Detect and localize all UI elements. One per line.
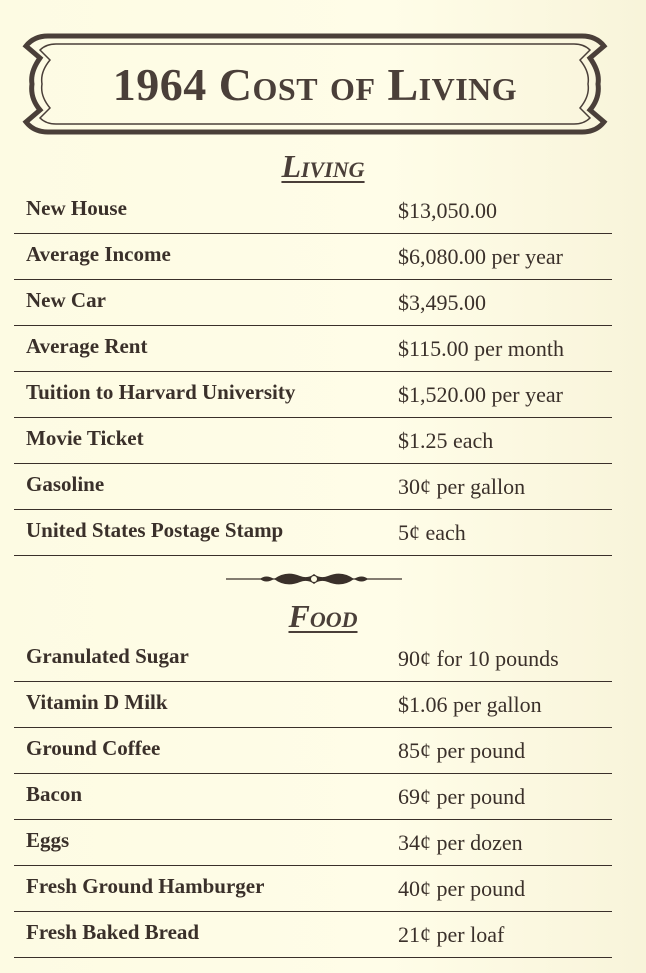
table-row	[14, 774, 612, 820]
item-name: Vitamin D Milk	[26, 690, 168, 714]
item-price: 30¢ per gallon	[398, 474, 526, 499]
item-name: Fresh Ground Hamburger	[26, 874, 265, 898]
item-price: $1.25 each	[398, 428, 494, 453]
item-name: United States Postage Stamp	[26, 518, 284, 542]
item-price: $1.06 per gallon	[398, 692, 542, 717]
ornament-divider-icon	[224, 566, 404, 592]
table-row	[14, 326, 612, 372]
page-title: 1964 Cost of Living	[112, 59, 518, 110]
item-price: $13,050.00	[398, 198, 497, 223]
item-price: 5¢ each	[398, 520, 466, 545]
table-row	[14, 682, 612, 728]
table-row	[14, 188, 612, 234]
item-price: 85¢ per pound	[398, 738, 526, 763]
living-table	[14, 188, 612, 556]
item-name: Eggs	[26, 828, 70, 852]
section-heading-living: Living	[281, 148, 365, 184]
table-row	[14, 912, 612, 958]
table-row	[14, 234, 612, 280]
section-heading-food: Food	[288, 598, 358, 634]
item-name: Fresh Baked Bread	[26, 920, 200, 944]
item-name: Bacon	[26, 782, 83, 806]
item-price: 40¢ per pound	[398, 876, 526, 901]
table-row	[14, 372, 612, 418]
table-row	[14, 728, 612, 774]
table-row	[14, 636, 612, 682]
item-price: 69¢ per pound	[398, 784, 526, 809]
item-name: Movie Ticket	[26, 426, 144, 450]
table-row	[14, 280, 612, 326]
item-price: $6,080.00 per year	[398, 244, 563, 269]
item-price: 21¢ per loaf	[398, 922, 505, 947]
item-name: Gasoline	[26, 472, 105, 496]
item-name: Granulated Sugar	[26, 644, 189, 668]
item-name: New Car	[26, 288, 106, 312]
item-price: 90¢ for 10 pounds	[398, 646, 559, 671]
table-row	[14, 820, 612, 866]
table-row	[14, 866, 612, 912]
item-price: $115.00 per month	[398, 336, 564, 361]
item-name: Tuition to Harvard University	[26, 380, 296, 404]
table-row	[14, 510, 612, 556]
item-price: $1,520.00 per year	[398, 382, 563, 407]
food-table	[14, 636, 612, 958]
table-row	[14, 464, 612, 510]
title-banner	[18, 28, 612, 140]
item-name: New House	[26, 196, 127, 220]
table-row	[14, 418, 612, 464]
item-name: Average Rent	[26, 334, 148, 358]
item-price: 34¢ per dozen	[398, 830, 523, 855]
item-name: Average Income	[26, 242, 171, 266]
item-name: Ground Coffee	[26, 736, 161, 760]
item-price: $3,495.00	[398, 290, 486, 315]
